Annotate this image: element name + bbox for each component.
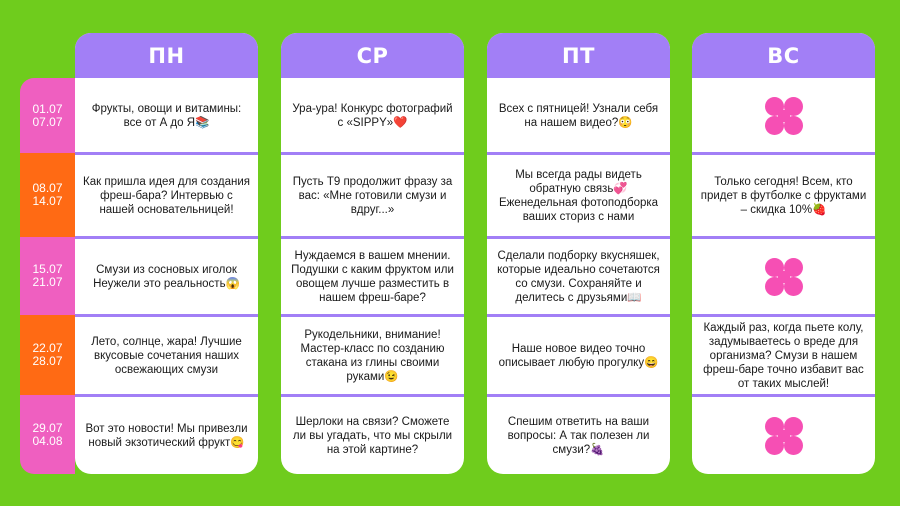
post-cell: Каждый раз, когда пьете колу, задумываетесь о вреде для организма? Смузи в нашем фреш-баре точно избавит вас от таких мыслей! bbox=[703, 322, 864, 390]
day-header: СР bbox=[281, 33, 464, 78]
week-start: 15.07 bbox=[32, 262, 63, 276]
week-2-label bbox=[20, 153, 75, 237]
week-end: 07.07 bbox=[32, 114, 63, 129]
post-cell: Смузи из сосновых иголок Неужели это реальность😱 bbox=[93, 264, 240, 290]
empty-cell bbox=[692, 397, 875, 474]
flower-icon bbox=[765, 417, 803, 455]
flower-icon bbox=[765, 258, 803, 296]
post-cell: Только сегодня! Всем, кто придет в футболке с фруктами – скидка 10%🍓 bbox=[700, 176, 867, 216]
week-start: 29.07 bbox=[32, 420, 63, 435]
day-column-mon bbox=[75, 33, 258, 474]
post-cell: Вот это новости! Мы привезли новый экзотический фрукт😋 bbox=[85, 422, 248, 449]
post-cell: Спешим ответить на ваши вопросы: А так полезен ли смузи?🍇 bbox=[507, 415, 650, 456]
post-cell: Как пришла идея для создания фреш-бара? Интервью с нашей основательницей! bbox=[83, 176, 250, 216]
week-end: 21.07 bbox=[32, 275, 63, 289]
day-header: ПН bbox=[75, 33, 258, 78]
post-cell: Ура-ура! Конкурс фотографий с «SIPPY»❤️ bbox=[292, 102, 453, 129]
week-4-label bbox=[20, 315, 75, 395]
empty-cell bbox=[692, 239, 875, 315]
post-cell: Сделали подборку вкусняшек, которые идеально сочетаются со смузи. Сохраняйте и делитесь с друзьями📖 bbox=[497, 250, 660, 304]
post-cell: Мы всегда рады видеть обратную связь💞 Еженедельная фотоподборка ваших сториз с нами bbox=[498, 169, 659, 223]
day-column-wed bbox=[281, 33, 464, 474]
week-start: 22.07 bbox=[32, 341, 63, 355]
post-cell: Шерлоки на связи? Сможете ли вы угадать, что мы скрыли на этой картине? bbox=[292, 415, 453, 456]
post-cell: Рукодельники, внимание! Мастер-класс по созданию стакана из глины своими руками😉 bbox=[300, 329, 445, 383]
week-end: 28.07 bbox=[32, 354, 63, 368]
day-header: ПТ bbox=[487, 33, 670, 78]
empty-cell bbox=[692, 78, 875, 153]
post-cell: Всех с пятницей! Узнали себя на нашем видео?😳 bbox=[498, 102, 659, 129]
post-cell: Нуждаемся в вашем мнении. Подушки с каким фруктом или овощем лучше разместить в нашем фреш-баре? bbox=[291, 250, 454, 304]
week-end: 04.08 bbox=[32, 433, 63, 448]
post-cell: Фрукты, овощи и витамины: все от А до Я📚 bbox=[91, 102, 242, 129]
day-column-sun bbox=[692, 33, 875, 474]
week-3-label bbox=[20, 237, 75, 315]
week-1-label bbox=[20, 78, 75, 153]
post-cell: Наше новое видео точно описывает любую прогулку😄 bbox=[498, 343, 659, 369]
flower-icon bbox=[765, 97, 803, 135]
post-cell: Лето, солнце, жара! Лучшие вкусовые сочетания наших освежающих смузи bbox=[91, 336, 242, 376]
week-end: 14.07 bbox=[32, 194, 63, 208]
day-column-fri bbox=[487, 33, 670, 474]
post-cell: Пусть Т9 продолжит фразу за вас: «Мне готовили смузи и вдруг...» bbox=[292, 176, 453, 216]
day-header: ВС bbox=[692, 33, 875, 78]
week-5-label bbox=[20, 395, 75, 474]
week-start: 08.07 bbox=[32, 181, 63, 195]
week-start: 01.07 bbox=[32, 101, 63, 116]
